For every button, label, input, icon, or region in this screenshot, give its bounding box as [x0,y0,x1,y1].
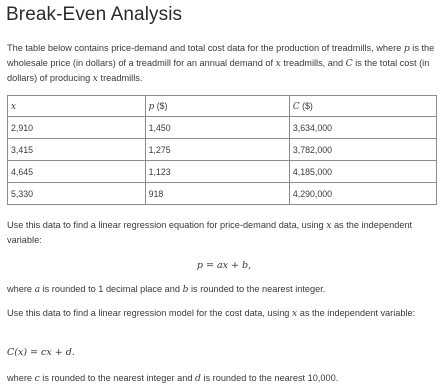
header-var: x [11,101,16,112]
intro-text-2: is the wholesale price (in dollars) of a treadmill for an annual demand of [7,43,435,68]
cell-C: 4,290,000 [289,183,436,205]
header-C [289,96,436,117]
intro-text-4: is the total cost (in dollars) of producing [7,58,430,83]
header-unit: ($) [154,100,168,111]
cell-p: 918 [145,183,289,205]
cost-equation: C(x) = cx + d. [7,347,75,358]
note-text: where [7,284,35,294]
note-text: is rounded to 1 decimal place and [40,284,183,294]
math-var-x: x [291,308,298,319]
instruction-text: Use this data to find a linear regression model for the cost data, using [7,308,292,318]
note-text: is rounded to the nearest 10,000. [200,373,339,383]
cell-p: 1,123 [145,161,289,183]
table-header-row [8,96,437,117]
cell-x: 3,415 [8,139,146,161]
intro-text-5: treadmills. [97,73,143,83]
price-demand-instruction [7,218,443,247]
cell-x: 4,645 [8,161,146,183]
table-row [8,183,437,205]
intro-paragraph [7,41,443,86]
note-text: is rounded to the nearest integer. [188,284,326,294]
note-text: where [7,373,35,383]
instruction-text: Use this data to find a linear regression equation for price-demand data, using [7,220,327,230]
header-var: C [292,101,300,112]
table-row [8,117,437,139]
page-title: Break-Even Analysis [6,4,183,25]
header-p [145,96,289,117]
cost-instruction [7,306,443,321]
math-var-p: p [403,43,410,54]
price-demand-equation: p = ax + b, [196,260,252,271]
cell-p: 1,275 [145,139,289,161]
intro-text-1: The table below contains price-demand and total cost data for the production of treadmills, where [7,43,404,53]
table-row [8,139,437,161]
math-var-d: d [195,373,201,384]
instruction-text: as the independent variable: [297,308,416,318]
math-var-a: a [34,284,41,295]
header-unit: ($) [299,100,313,111]
cell-C: 4,185,000 [289,161,436,183]
cell-x: 5,330 [8,183,146,205]
note-text: is rounded to the nearest integer and [39,373,196,383]
math-var-x: x [92,73,98,84]
header-var: p [148,101,155,112]
cell-x: 2,910 [8,117,146,139]
math-var-b: b [182,284,189,295]
table-row [8,161,437,183]
header-x [8,96,146,117]
rounding-note-cd [7,371,443,386]
data-table [7,95,437,205]
math-var-c: c [34,373,40,384]
math-var-x: x [326,220,332,231]
math-var-x: x [275,58,281,69]
math-var-C: C [345,58,353,69]
cell-C: 3,782,000 [289,139,436,161]
cell-p: 1,450 [145,117,289,139]
cell-C: 3,634,000 [289,117,436,139]
intro-text-3: treadmills, and [280,58,346,68]
instruction-text: as the independent variable: [7,220,413,245]
rounding-note-ab [7,282,443,297]
